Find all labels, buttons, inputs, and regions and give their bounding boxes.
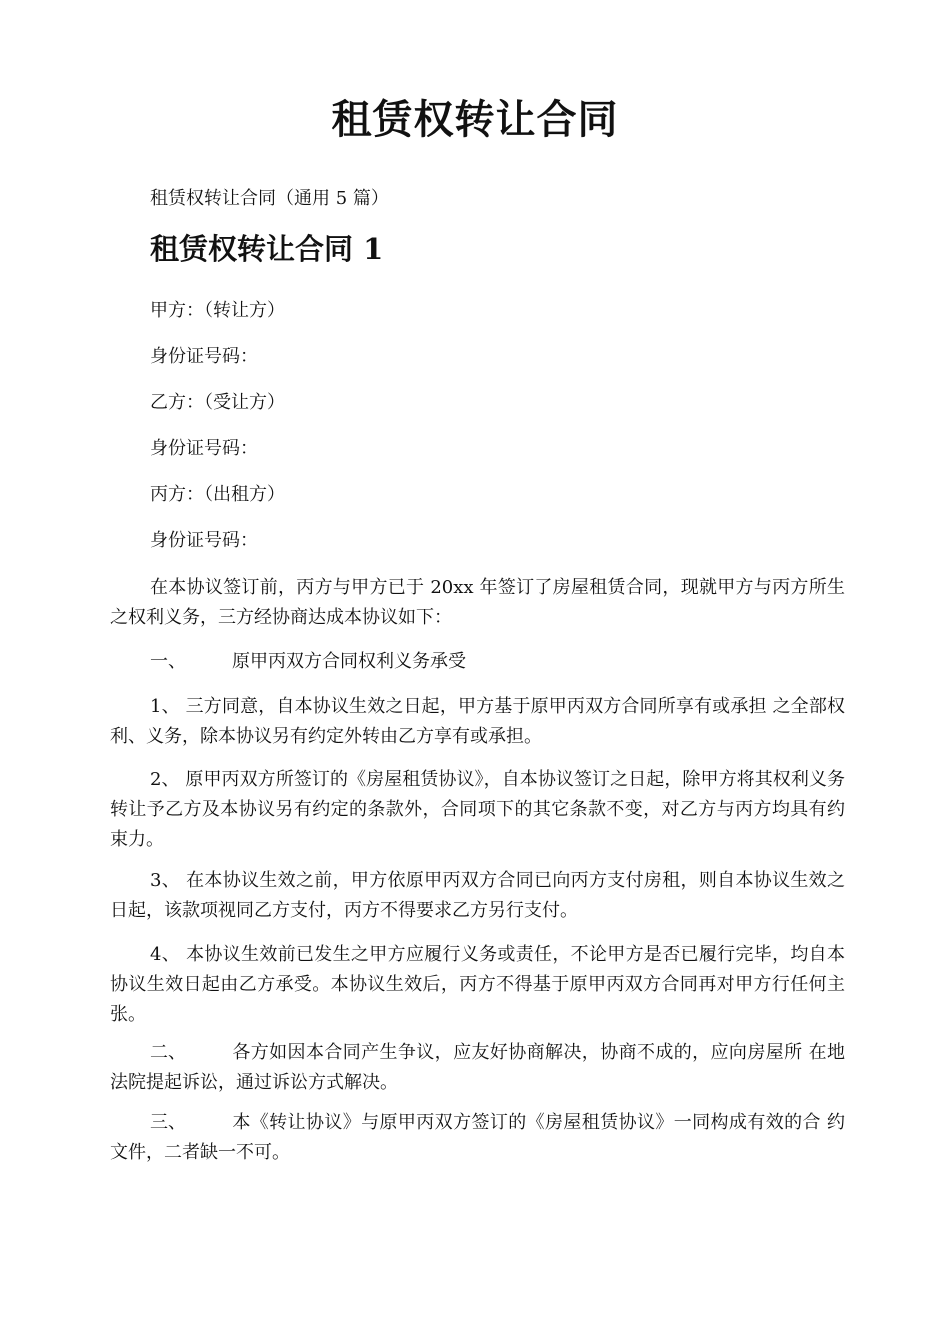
item-4-paragraph: 4、 本协议生效前已发生之甲方应履行义务或责任，不论甲方是否已履行完毕，均自本协议生效日起由乙方承受。本协议生效后，丙方不得基于原甲丙双方合同再对甲方行任何主张。 <box>110 944 845 1025</box>
party-a-line: 甲方：（转让方） <box>150 300 285 321</box>
intro-paragraph: 在本协议签订前，丙方与甲方已于 20xx 年签订了房屋租赁合同，现就甲方与丙方所生之权利义务，三方经协商达成本协议如下： <box>110 577 845 628</box>
clause-three-text: 本《转让协议》与原甲丙双方签订的《房屋租赁协议》一同构成有效的合 约文件，二者缺一不可。 <box>110 1112 845 1163</box>
party-b-line: 乙方：（受让方） <box>150 392 285 413</box>
clause-one-number: 一、 <box>150 651 186 672</box>
party-c-id-line: 身份证号码： <box>150 530 258 551</box>
clause-three-number: 三、 <box>150 1112 186 1133</box>
item-2-paragraph: 2、 原甲丙双方所签订的《房屋租赁协议》，自本协议签订之日起，除甲方将其权利义务转让予乙方及本协议另有约定的条款外，合同项下的其它条款不变，对乙方与丙方均具有约束力。 <box>110 769 845 850</box>
party-c-line: 丙方：（出租方） <box>150 484 285 505</box>
clause-one <box>150 647 466 677</box>
item-1-paragraph: 1、 三方同意，自本协议生效之日起，甲方基于原甲丙双方合同所享有或承担 之全部权利、义务，除本协议另有约定外转由乙方享有或承担。 <box>110 696 845 747</box>
document-title: 租赁权转让合同 <box>331 96 619 143</box>
clause-three-paragraph <box>110 1108 845 1168</box>
clause-two-paragraph <box>110 1038 845 1098</box>
party-a-id-line: 身份证号码： <box>150 346 258 367</box>
party-b-id-line: 身份证号码： <box>150 438 258 459</box>
clause-one-text: 原甲丙双方合同权利义务承受 <box>232 651 466 672</box>
item-3-paragraph: 3、 在本协议生效之前，甲方依原甲丙双方合同已向丙方支付房租，则自本协议生效之日起，该款项视同乙方支付，丙方不得要求乙方另行支付。 <box>110 870 845 921</box>
clause-two-text: 各方如因本合同产生争议，应友好协商解决，协商不成的，应向房屋所 在地法院提起诉讼，通过诉讼方式解决。 <box>110 1042 845 1093</box>
clause-two-number: 二、 <box>150 1042 186 1063</box>
section-heading: 租赁权转让合同 1 <box>150 232 384 266</box>
document-subtitle: 租赁权转让合同（通用 5 篇） <box>150 188 389 209</box>
